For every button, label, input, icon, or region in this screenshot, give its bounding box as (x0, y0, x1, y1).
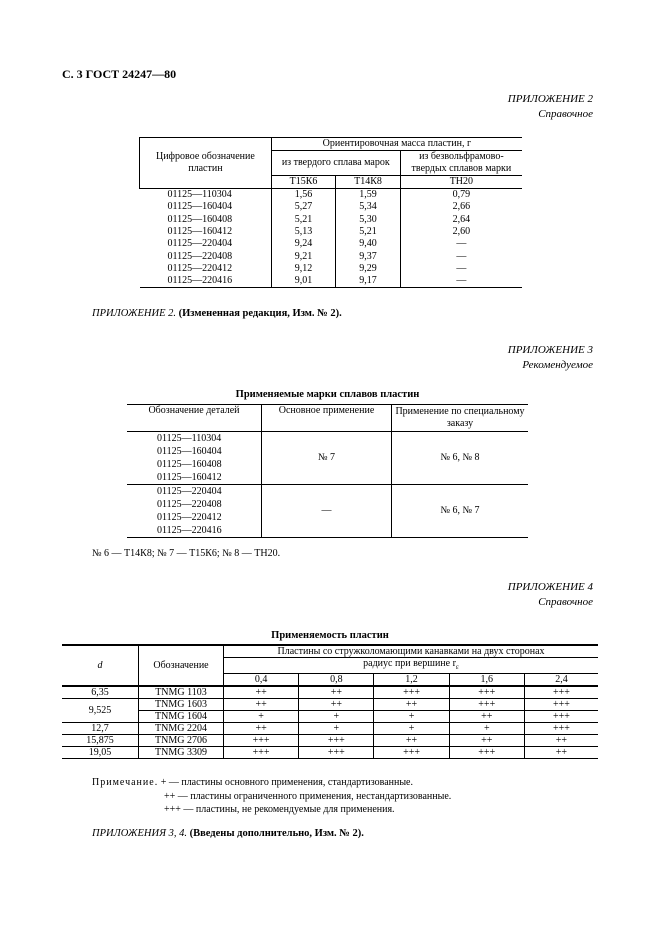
mass-cell: 5,21 (271, 214, 335, 226)
legend-item: ++ — пластины ограниченного применения, нестандартизованные. (164, 790, 452, 802)
legend-label: Примечание. (92, 777, 159, 788)
mass-table-hard-alloy: из твердого сплава марок (271, 151, 400, 176)
mass-cell: — (400, 250, 522, 262)
row-d: 9,525 (62, 699, 139, 723)
row-designation: TNMG 1604 (139, 711, 224, 723)
mass-cell: 1,56 (271, 189, 335, 202)
mass-table-col-code: Цифровое обозначение пластин (140, 138, 272, 189)
mass-table-grade-2: Т14К8 (336, 176, 400, 189)
alloy-code: 01125—220404 (157, 486, 222, 497)
row-value: +++ (374, 686, 449, 699)
radius-subscript: ε (455, 663, 459, 671)
alloy-table (127, 404, 528, 538)
row-value: +++ (449, 747, 524, 759)
final-note (92, 828, 364, 839)
mass-cell: 9,21 (271, 250, 335, 262)
mass-table-mass-header: Ориентировочная масса пластин, г (271, 138, 522, 151)
appendix-4-title: ПРИЛОЖЕНИЕ 4 (507, 581, 593, 593)
mass-cell: 01125—110304 (140, 189, 272, 202)
mass-cell: — (400, 275, 522, 288)
row-value: ++ (299, 699, 374, 711)
appendix-4-heading (508, 580, 593, 610)
mass-cell: 2,64 (400, 214, 522, 226)
alloy-group-2-special: № 6, № 7 (392, 485, 529, 538)
row-value: ++ (449, 711, 524, 723)
row-value: +++ (449, 686, 524, 699)
alloy-code: 01125—160412 (157, 472, 222, 483)
mass-cell: — (400, 238, 522, 250)
applicability-col-designation: Обозначение (139, 645, 224, 686)
alloy-group-2-main: — (262, 485, 392, 538)
mass-cell: 9,29 (336, 263, 400, 275)
row-value: ++ (224, 699, 299, 711)
row-designation: TNMG 2706 (139, 735, 224, 747)
row-designation: TNMG 1603 (139, 699, 224, 711)
row-value: +++ (224, 735, 299, 747)
radius-2: 1,2 (374, 674, 449, 687)
mass-table (139, 137, 522, 288)
mass-cell: 01125—160412 (140, 226, 272, 238)
applicability-caption: Применяемость пластин (271, 630, 389, 641)
row-value: +++ (524, 699, 598, 711)
appendix-3-heading (508, 343, 593, 373)
appendix-3-title: ПРИЛОЖЕНИЕ 3 (507, 344, 593, 356)
row-value: +++ (524, 723, 598, 735)
row-value: + (224, 711, 299, 723)
alloy-group-1-codes (127, 432, 262, 485)
alloy-group-1-special: № 6, № 8 (392, 432, 529, 485)
row-d: 19,05 (62, 747, 139, 759)
applicability-group-header: Пластины со стружколомающими канавками на двух сторонах (224, 645, 599, 658)
appendix-2-subtitle: Справочное (538, 108, 593, 120)
mass-cell: 1,59 (336, 189, 400, 202)
mass-cell: 5,34 (336, 201, 400, 213)
mass-cell: 0,79 (400, 189, 522, 202)
row-value: +++ (299, 735, 374, 747)
alloy-footnote: № 6 — Т14К8; № 7 — Т15К6; № 8 — ТН20. (92, 548, 281, 559)
appendix-2-note-bold: (Измененная редакция, Изм. № 2). (178, 308, 342, 319)
row-value: +++ (374, 747, 449, 759)
row-value: ++ (374, 735, 449, 747)
row-d: 6,35 (62, 686, 139, 699)
mass-cell: — (400, 263, 522, 275)
alloy-group-1-main: № 7 (262, 432, 392, 485)
row-value: ++ (224, 723, 299, 735)
appendix-2-title: ПРИЛОЖЕНИЕ 2 (507, 93, 593, 105)
row-value: +++ (524, 711, 598, 723)
mass-cell: 2,66 (400, 201, 522, 213)
row-value: +++ (449, 699, 524, 711)
row-designation: TNMG 2204 (139, 723, 224, 735)
mass-cell: 5,13 (271, 226, 335, 238)
alloy-code: 01125—220412 (157, 512, 222, 523)
legend-item: + — пластины основного применения, стандартизованные. (160, 777, 413, 788)
alloy-table-caption: Применяемые марки сплавов пластин (235, 389, 420, 400)
row-value: + (299, 711, 374, 723)
row-d: 12,7 (62, 723, 139, 735)
alloy-col-special: Применение по специальному заказу (392, 405, 529, 432)
radius-3: 1,6 (449, 674, 524, 687)
alloy-code: 01125—220416 (157, 525, 222, 536)
mass-table-tungsten-free: из безвольфрамово-твердых сплавов марки (400, 151, 522, 176)
appendix-3-subtitle: Рекомендуемое (522, 359, 593, 371)
mass-cell: 9,40 (336, 238, 400, 250)
row-value: +++ (224, 747, 299, 759)
mass-cell: 5,21 (336, 226, 400, 238)
alloy-col-parts: Обозначение деталей (127, 405, 262, 432)
row-designation: TNMG 3309 (139, 747, 224, 759)
row-value: ++ (524, 747, 598, 759)
radius-4: 2,4 (524, 674, 598, 687)
mass-cell: 01125—220404 (140, 238, 272, 250)
mass-cell: 9,37 (336, 250, 400, 262)
legend-item: +++ — пластины, не рекомендуемые для применения. (164, 804, 395, 815)
mass-cell: 9,24 (271, 238, 335, 250)
appendix-2-heading (508, 92, 593, 122)
alloy-code: 01125—110304 (157, 433, 222, 444)
row-value: +++ (299, 747, 374, 759)
row-designation: TNMG 1103 (139, 686, 224, 699)
mass-cell: 5,30 (336, 214, 400, 226)
applicability-col-d (62, 645, 139, 686)
row-value: ++ (449, 735, 524, 747)
row-d: 15,875 (62, 735, 139, 747)
mass-cell: 9,17 (336, 275, 400, 288)
radius-label: радиус при вершине r (363, 658, 456, 669)
page-header: С. 3 ГОСТ 24247—80 (62, 67, 177, 81)
mass-cell: 9,01 (271, 275, 335, 288)
final-note-bold: (Введены дополнительно, Изм. № 2). (189, 828, 364, 839)
row-value: + (299, 723, 374, 735)
mass-cell: 01125—160408 (140, 214, 272, 226)
row-value: +++ (524, 686, 598, 699)
mass-cell: 9,12 (271, 263, 335, 275)
appendix-4-subtitle: Справочное (538, 596, 593, 608)
applicability-table (62, 644, 598, 759)
applicability-legend (92, 776, 451, 817)
col-d-label: d (97, 660, 103, 671)
row-value: ++ (224, 686, 299, 699)
alloy-code: 01125—220408 (157, 499, 222, 510)
radius-1: 0,8 (299, 674, 374, 687)
row-value: + (449, 723, 524, 735)
alloy-code: 01125—160404 (157, 446, 222, 457)
row-value: ++ (374, 699, 449, 711)
appendix-2-note (92, 308, 342, 319)
row-value: ++ (524, 735, 598, 747)
row-value: + (374, 711, 449, 723)
appendix-2-note-italic: ПРИЛОЖЕНИЕ 2. (92, 308, 176, 319)
radius-0: 0,4 (224, 674, 299, 687)
mass-table-grade-3: ТН20 (400, 176, 522, 189)
row-value: + (374, 723, 449, 735)
alloy-group-2-codes (127, 485, 262, 538)
alloy-code: 01125—160408 (157, 459, 222, 470)
final-note-italic: ПРИЛОЖЕНИЯ 3, 4. (92, 828, 187, 839)
mass-cell: 01125—220416 (140, 275, 272, 288)
mass-cell: 5,27 (271, 201, 335, 213)
mass-cell: 01125—220408 (140, 250, 272, 262)
mass-cell: 01125—220412 (140, 263, 272, 275)
mass-cell: 2,60 (400, 226, 522, 238)
mass-table-grade-1: Т15К6 (271, 176, 335, 189)
row-value: ++ (299, 686, 374, 699)
mass-cell: 01125—160404 (140, 201, 272, 213)
applicability-radius-header (224, 658, 599, 674)
alloy-col-main: Основное применение (262, 405, 392, 432)
